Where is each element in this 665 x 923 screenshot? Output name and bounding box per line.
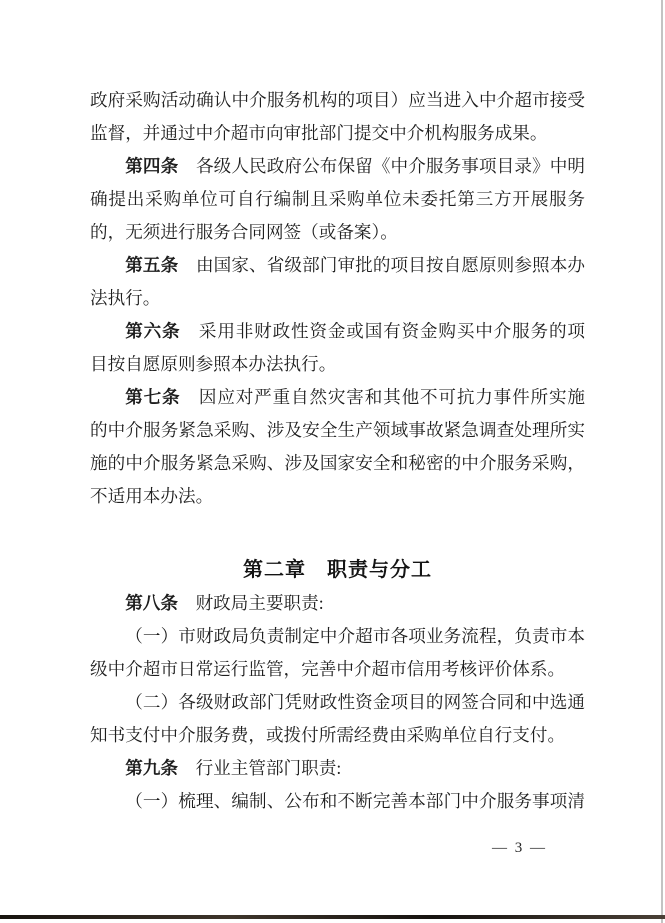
text-run: （一）市财政局负责制定中介超市各项业务流程，负责市本 [125,626,585,646]
scan-right-edge [661,0,663,923]
text-run: 采用非财政性资金或国有资金购买中介服务的项 [180,321,585,341]
text-line [90,150,585,183]
text-run: 政府采购活动确认中介服务机构的项目）应当进入中介超市接受 [90,90,585,110]
article-number: 第四条 [125,156,179,176]
text-line [90,620,585,653]
text-line [90,183,585,216]
text-line [90,414,585,447]
document-lines [90,84,585,818]
text-run: 行业主管部门职责: [177,758,342,778]
page-number: — 3 — [492,840,547,856]
text-line [90,315,585,348]
scan-bottom-edge [0,915,665,919]
text-line [90,249,585,282]
article-number: 第九条 [125,758,178,778]
text-run: 监督，并通过中介超市向审批部门提交中介机构服务成果。 [90,123,548,143]
article-number: 第七条 [125,387,181,407]
text-run: 确提出采购单位可自行编制且采购单位未委托第三方开展服务 [90,189,585,209]
text-run: 施的中介服务紧急采购、涉及国家安全和秘密的中介服务采购， [90,453,585,473]
article-number: 第五条 [125,255,179,275]
text-line [90,719,585,752]
text-line [90,216,585,249]
text-run: 因应对严重自然灾害和其他不可抗力事件所实施 [180,387,585,407]
text-run: 的，无须进行服务合同网签（或备案）。 [90,222,398,242]
text-line [90,348,585,381]
text-run: 法执行。 [90,288,161,308]
text-run: 财政局主要职责: [177,593,324,613]
text-line [90,447,585,480]
text-run: 各级人民政府公布保留《中介服务事项目录》中明 [178,156,585,176]
text-line [90,587,585,620]
text-run: （二）各级财政部门凭财政性资金项目的网签合同和中选通 [125,692,585,712]
text-line [90,653,585,686]
document-body [90,84,585,818]
text-line [90,282,585,315]
text-line [90,480,585,513]
text-run: 第二章 职责与分工 [243,559,432,581]
chapter-heading [90,554,585,587]
text-run: 不适用本办法。 [90,486,214,506]
text-line [90,785,585,818]
article-number: 第六条 [125,321,181,341]
text-run: 目按自愿原则参照本办法执行。 [90,354,337,374]
text-run: 级中介超市日常运行监管，完善中介超市信用考核评价体系。 [90,659,566,679]
text-line [90,381,585,414]
text-run: （一）梳理、编制、公布和不断完善本部门中介服务事项清 [125,791,585,811]
text-run: 的中介服务紧急采购、涉及安全生产领域事故紧急调查处理所实 [90,420,585,440]
text-run: 知书支付中介服务费，或拨付所需经费由采购单位自行支付。 [90,725,566,745]
text-line [90,686,585,719]
text-run: 由国家、省级部门审批的项目按自愿原则参照本办 [178,255,585,275]
text-line [90,752,585,785]
text-line [90,84,585,117]
text-line [90,117,585,150]
article-number: 第八条 [125,593,178,613]
